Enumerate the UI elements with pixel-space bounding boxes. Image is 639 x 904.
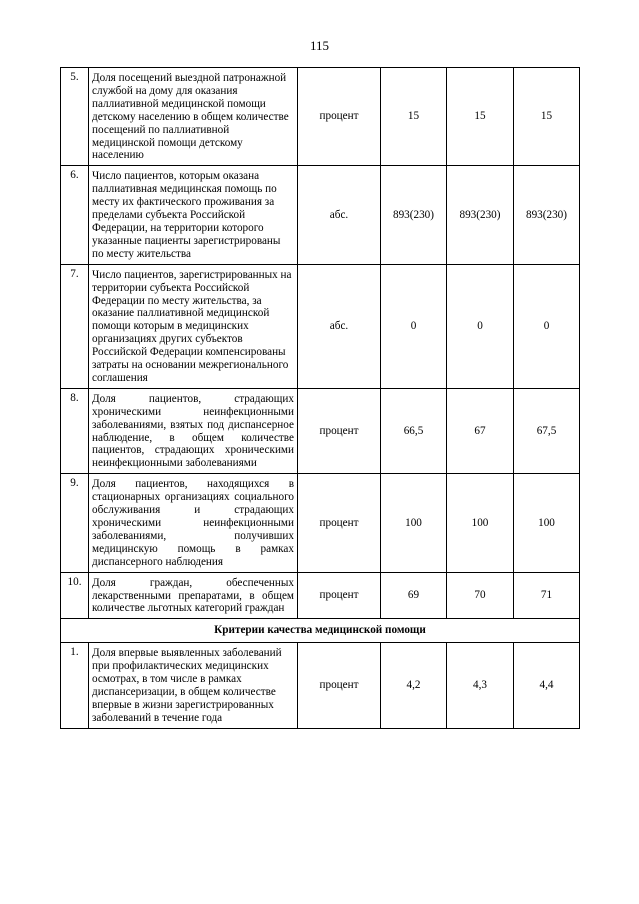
row-value-2: 4,3: [447, 643, 514, 728]
row-description: Доля граждан, обеспеченных лекарственными препаратами, в общем количестве льготных категорий граждан: [89, 572, 298, 619]
table-row: [61, 572, 580, 619]
row-value-2: 893(230): [447, 166, 514, 264]
row-number: 9.: [61, 474, 89, 572]
table-row: [61, 643, 580, 728]
row-number: 6.: [61, 166, 89, 264]
row-value-1: 4,2: [381, 643, 447, 728]
row-value-1: 66,5: [381, 388, 447, 473]
row-number: 10.: [61, 572, 89, 619]
row-unit: абс.: [298, 264, 381, 388]
row-unit: процент: [298, 643, 381, 728]
row-value-1: 69: [381, 572, 447, 619]
row-value-3: 4,4: [514, 643, 580, 728]
section-title: Критерии качества медицинской помощи: [61, 619, 580, 643]
table-row: [61, 68, 580, 166]
row-number: 5.: [61, 68, 89, 166]
row-unit: процент: [298, 572, 381, 619]
section-body: [61, 643, 580, 728]
row-value-1: 0: [381, 264, 447, 388]
row-value-3: 67,5: [514, 388, 580, 473]
section-row: [61, 619, 580, 643]
row-value-3: 15: [514, 68, 580, 166]
row-description: Доля впервые выявленных заболеваний при профилактических медицинских осмотрах, в том числе в рамках диспансеризации, в общем количестве впервые в жизни зарегистрированных заболеваний в течение года: [89, 643, 298, 728]
row-number: 1.: [61, 643, 89, 728]
row-unit: процент: [298, 388, 381, 473]
section-header: [61, 619, 580, 643]
row-value-2: 70: [447, 572, 514, 619]
row-number: 7.: [61, 264, 89, 388]
row-value-1: 893(230): [381, 166, 447, 264]
row-value-3: 0: [514, 264, 580, 388]
row-value-2: 15: [447, 68, 514, 166]
row-value-3: 893(230): [514, 166, 580, 264]
row-value-2: 67: [447, 388, 514, 473]
indicators-table: [60, 67, 580, 729]
row-value-1: 15: [381, 68, 447, 166]
table-row: [61, 166, 580, 264]
row-value-1: 100: [381, 474, 447, 572]
row-description: Доля пациентов, находящихся в стационарных организациях социального обслуживания и страдающих хроническими неинфекционными заболеваниями, получивших медицинскую помощь в рамках диспансерного наблюдения: [89, 474, 298, 572]
row-value-3: 100: [514, 474, 580, 572]
row-value-3: 71: [514, 572, 580, 619]
row-unit: процент: [298, 68, 381, 166]
row-description: Число пациентов, зарегистрированных на территории субъекта Российской Федерации по месту жительства, за оказание паллиативной медицинской помощи которым в медицинских организациях других субъектов Российской Федерации компенсированы затраты на основании межрегионального соглашения: [89, 264, 298, 388]
row-value-2: 100: [447, 474, 514, 572]
page-number: 115: [309, 38, 330, 53]
table-row: [61, 474, 580, 572]
row-description: Число пациентов, которым оказана паллиативная медицинская помощь по месту их фактического проживания за пределами субъекта Российской Федерации, на территории которого указанные пациенты зарегистрированы по месту жительства: [89, 166, 298, 264]
table-row: [61, 264, 580, 388]
row-unit: абс.: [298, 166, 381, 264]
table-row: [61, 388, 580, 473]
row-description: Доля посещений выездной патронажной службой на дому для оказания паллиативной медицинской помощи детскому населению в общем количестве посещений по паллиативной медицинской помощи детскому населению: [89, 68, 298, 166]
table-body: [61, 68, 580, 619]
row-unit: процент: [298, 474, 381, 572]
row-description: Доля пациентов, страдающих хроническими неинфекционными заболеваниями, взятых под диспансерное наблюдение, в общем количестве пациентов, страдающих хроническими неинфекционными заболеваниями: [89, 388, 298, 473]
row-number: 8.: [61, 388, 89, 473]
row-value-2: 0: [447, 264, 514, 388]
